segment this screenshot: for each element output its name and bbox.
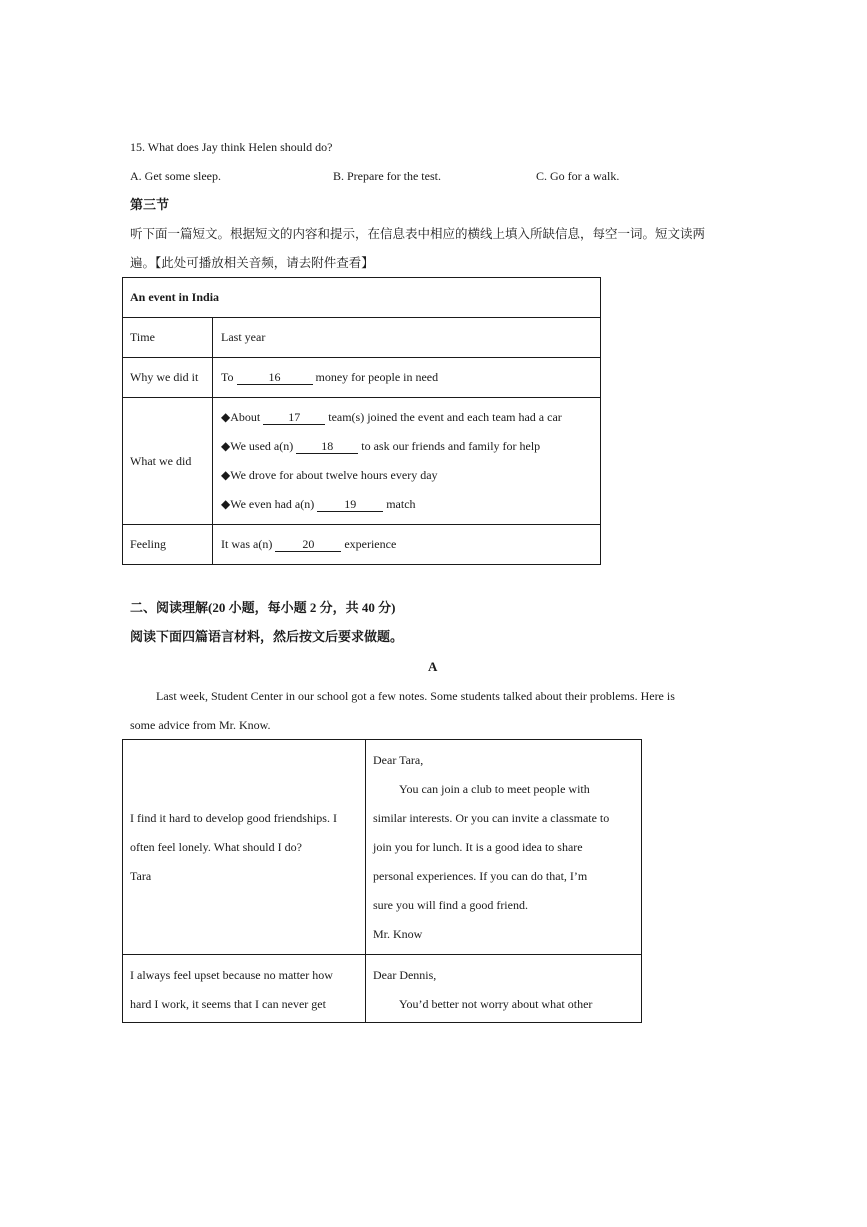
advice-cell-dennis xyxy=(366,955,642,1023)
advice-line: You’d better not worry about what other xyxy=(399,997,593,1011)
reading-section-title: 二、阅读理解(20 小题，每小题 2 分，共 40 分) xyxy=(130,600,396,615)
why-pre-text: To xyxy=(221,370,234,384)
bullet-post: team(s) joined the event and each team had a car xyxy=(328,410,562,424)
bullet-item xyxy=(221,490,592,519)
blank-17: 17 xyxy=(263,410,325,425)
instructions-line-1: 听下面一篇短文。根据短文的内容和提示，在信息表中相应的横线上填入所缺信息，每空一词。短文读两 xyxy=(130,227,706,241)
section-3-title: 第三节 xyxy=(130,197,170,212)
blank-20: 20 xyxy=(275,537,341,552)
advice-line: You can join a club to meet people with xyxy=(399,782,590,796)
table-title: An event in India xyxy=(123,278,601,318)
feeling-label: Feeling xyxy=(123,525,213,565)
bullet-pre: ◆We used a(n) xyxy=(221,439,294,453)
time-label: Time xyxy=(123,318,213,358)
why-value xyxy=(213,358,601,398)
advice-signature: Mr. Know xyxy=(373,927,423,941)
bullet-item xyxy=(221,461,592,490)
problem-line: hard I work, it seems that I can never get xyxy=(130,997,326,1011)
what-label: What we did xyxy=(123,398,213,525)
advice-cell-tara xyxy=(366,740,642,955)
bullet-post: to ask our friends and family for help xyxy=(361,439,541,453)
passage-label: A xyxy=(428,659,438,674)
feeling-value xyxy=(213,525,601,565)
advice-line: personal experiences. If you can do that, I’m xyxy=(373,869,588,883)
why-post-text: money for people in need xyxy=(315,370,439,384)
bullet-pre: ◆About xyxy=(221,410,261,424)
option-a: A. Get some sleep. xyxy=(130,169,221,183)
passage-intro-line-1: Last week, Student Center in our school got a few notes. Some students talked about their problems. Here is xyxy=(156,689,675,703)
reading-instruction: 阅读下面四篇语言材料，然后按文后要求做题。 xyxy=(130,629,404,644)
bullet-pre: ◆We drove for about twelve hours every day xyxy=(221,468,438,482)
problem-line: I always feel upset because no matter how xyxy=(130,968,333,982)
info-table xyxy=(122,277,601,565)
feeling-pre-text: It was a(n) xyxy=(221,537,273,551)
option-b: B. Prepare for the test. xyxy=(333,169,441,183)
bullet-post: match xyxy=(386,497,416,511)
feeling-post-text: experience xyxy=(344,537,397,551)
blank-16: 16 xyxy=(237,370,313,385)
passage-intro-line-2: some advice from Mr. Know. xyxy=(130,718,271,732)
why-label: Why we did it xyxy=(123,358,213,398)
problem-line: often feel lonely. What should I do? xyxy=(130,840,302,854)
bullet-item xyxy=(221,432,592,461)
advice-line: join you for lunch. It is a good idea to share xyxy=(373,840,583,854)
time-value: Last year xyxy=(213,318,601,358)
what-value xyxy=(213,398,601,525)
problem-cell-dennis xyxy=(123,955,366,1023)
instructions-line-2: 遍。【此处可播放相关音频，请去附件查看】 xyxy=(130,256,374,270)
option-c: C. Go for a walk. xyxy=(536,169,620,183)
bullet-item xyxy=(221,403,592,432)
problem-cell-tara xyxy=(123,740,366,955)
blank-18: 18 xyxy=(296,439,358,454)
problem-signature: Tara xyxy=(130,869,152,883)
advice-line: similar interests. Or you can invite a classmate to xyxy=(373,811,610,825)
bullet-pre: ◆We even had a(n) xyxy=(221,497,315,511)
advice-line: sure you will find a good friend. xyxy=(373,898,528,912)
advice-table xyxy=(122,739,642,1023)
blank-19: 19 xyxy=(317,497,383,512)
problem-line: I find it hard to develop good friendships. I xyxy=(130,811,337,825)
question-15: 15. What does Jay think Helen should do? xyxy=(130,140,333,154)
advice-greeting: Dear Tara, xyxy=(373,753,424,767)
advice-greeting: Dear Dennis, xyxy=(373,968,437,982)
